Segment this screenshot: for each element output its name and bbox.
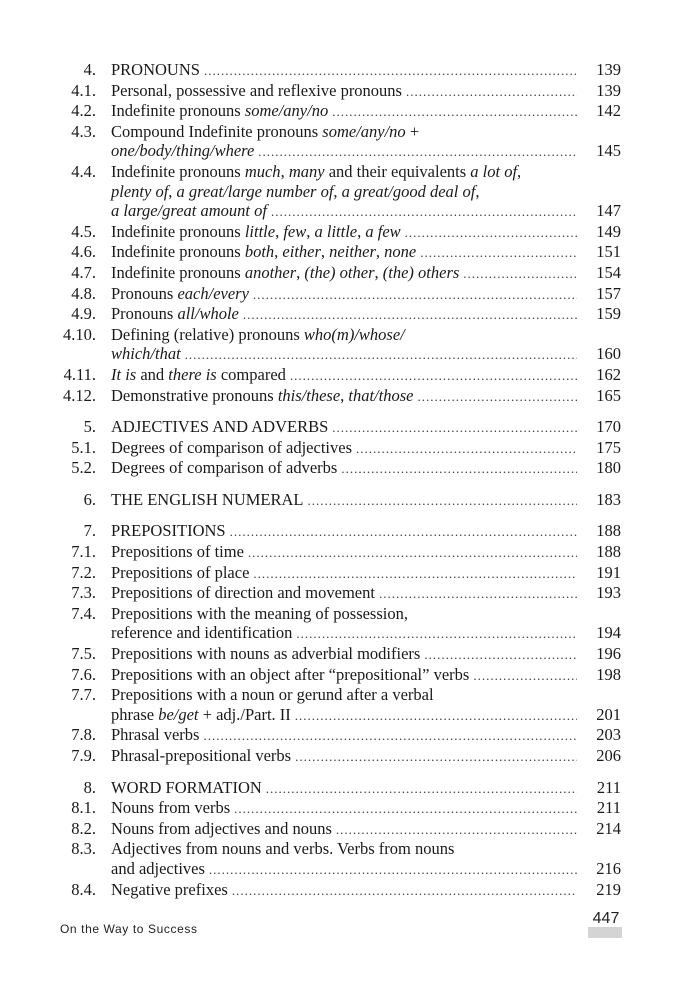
dot-leader (307, 491, 577, 511)
toc-title-italic-segment: few (283, 221, 307, 241)
toc-entry (0, 490, 700, 511)
toc-title-italic-segment: little (244, 221, 276, 241)
toc-page-number: 142 (596, 101, 621, 121)
toc-title-line (111, 644, 621, 665)
toc-section-number: 4.12. (63, 385, 96, 405)
toc-title-line (111, 101, 621, 122)
toc-title-line (111, 60, 621, 81)
toc-title-segment: Negative prefixes (111, 879, 228, 899)
dot-leader (379, 584, 577, 604)
toc-section-number: 4.2. (71, 101, 96, 121)
toc-title-italic-segment: both (244, 242, 275, 262)
toc-page-number: 151 (596, 242, 621, 262)
toc-title-segment: Degrees of comparison of adjectives (111, 437, 352, 457)
dot-leader (185, 345, 577, 365)
toc-title-line (111, 798, 621, 819)
toc-page-number: 191 (596, 562, 621, 582)
toc-entry (0, 122, 700, 162)
toc-title-line (111, 839, 621, 859)
toc-section-number: 7.3. (71, 583, 96, 603)
toc-title-line (111, 325, 621, 345)
toc-section-number: 7.9. (71, 746, 96, 765)
toc-title-segment: + (405, 121, 420, 141)
table-of-contents (0, 60, 700, 900)
toc-title-line (111, 122, 621, 142)
toc-section-number: 8.4. (71, 879, 96, 899)
toc-section-number: 4.1. (71, 80, 96, 100)
toc-page-number: 206 (596, 746, 621, 765)
toc-title-segment: Pronouns (111, 283, 178, 303)
toc-page-number: 188 (596, 521, 621, 541)
toc-title-segment: Prepositions with nouns as adverbial modifiers (111, 644, 421, 664)
toc-title-line (111, 623, 621, 644)
toc-title-line (111, 263, 621, 284)
toc-title-italic-segment: It is (111, 364, 137, 384)
toc-title-line (111, 386, 621, 407)
toc-page-number: 139 (596, 60, 621, 79)
toc-section-number: 4.9. (71, 304, 96, 324)
toc-title-line (111, 583, 621, 604)
toc-title-italic-segment: a few (365, 221, 401, 241)
toc-title-segment: , (320, 242, 330, 262)
toc-section-number: 7.1. (71, 542, 96, 562)
toc-page-number: 196 (596, 644, 621, 664)
toc-entry (0, 644, 700, 665)
toc-section-number: 4.8. (71, 283, 96, 303)
toc-title-line (111, 542, 621, 563)
toc-title-italic-segment: plenty of (111, 181, 169, 201)
toc-entry (0, 458, 700, 479)
toc-title-segment: Prepositions of place (111, 562, 250, 582)
toc-title-italic-segment: that/those (348, 385, 414, 405)
toc-title-italic-segment: this/these (277, 385, 341, 405)
toc-section-number: 7.4. (71, 603, 96, 623)
toc-title-segment: Pronouns (111, 304, 178, 324)
toc-title-line (111, 201, 621, 222)
toc-entry (0, 583, 700, 604)
toc-title-line (111, 182, 621, 202)
toc-page-number: 214 (596, 818, 621, 838)
toc-title-segment: , (357, 221, 366, 241)
dot-leader (209, 860, 577, 880)
toc-title-line (111, 778, 621, 799)
toc-entry (0, 798, 700, 819)
toc-title-line (111, 665, 621, 686)
toc-title-italic-segment: a great/large number of (176, 181, 334, 201)
toc-page-number: 154 (596, 262, 621, 282)
toc-page-number: 165 (596, 385, 621, 405)
toc-title-line (111, 705, 621, 726)
toc-page-number: 175 (596, 437, 621, 457)
toc-entry (0, 284, 700, 305)
toc-title-italic-segment: (the) other (304, 262, 375, 282)
toc-page-number: 201 (596, 704, 621, 724)
toc-title-italic-segment: none (384, 242, 417, 262)
toc-title-segment: , (274, 242, 283, 262)
dot-leader (248, 543, 577, 563)
toc-entry (0, 81, 700, 102)
toc-entry (0, 839, 700, 879)
dot-leader (295, 747, 577, 767)
toc-page-number: 159 (596, 304, 621, 324)
dot-leader (463, 264, 577, 284)
toc-page-number: 194 (596, 623, 621, 643)
dot-leader (424, 645, 577, 665)
toc-title-segment: , (340, 385, 349, 405)
toc-title-italic-segment: all/whole (177, 304, 239, 324)
toc-title-italic-segment: a little (314, 221, 358, 241)
toc-entry (0, 101, 700, 122)
toc-title-segment: Phrasal-prepositional verbs (111, 746, 292, 765)
dot-leader (295, 706, 577, 726)
toc-section-number: 8.3. (71, 839, 96, 859)
dot-leader (203, 726, 577, 746)
toc-page-number: 145 (596, 141, 621, 161)
toc-title-segment: Adjectives from nouns and verbs. Verbs from nouns (111, 839, 455, 859)
page-number: 447 (592, 910, 620, 927)
toc-title-segment: and adjectives (111, 858, 205, 878)
toc-entry (0, 880, 700, 901)
toc-entry (0, 325, 700, 365)
toc-title-line (111, 162, 621, 182)
toc-section-number: 5.1. (71, 437, 96, 457)
toc-title-segment: Prepositions with the meaning of possession, (111, 603, 408, 623)
dot-leader (253, 285, 577, 305)
toc-title-italic-segment: either (282, 242, 321, 262)
toc-title-segment: Phrasal verbs (111, 725, 200, 745)
dot-leader (258, 142, 577, 162)
toc-page-number: 139 (596, 80, 621, 100)
toc-section-number: 4.11. (63, 364, 96, 384)
toc-section-number: 7.8. (71, 725, 96, 745)
toc-title-italic-segment: be/get (158, 704, 199, 724)
dot-leader (405, 223, 577, 243)
toc-entry (0, 222, 700, 243)
running-footer-title: On the Way to Success (60, 922, 198, 936)
toc-title-line (111, 81, 621, 102)
toc-title-segment: Demonstrative pronouns (111, 385, 278, 405)
toc-title-segment: , (275, 221, 284, 241)
toc-title-segment: , (296, 262, 305, 282)
toc-page-number: 193 (596, 583, 621, 603)
toc-title-segment: , (168, 181, 177, 201)
page-number-box (588, 927, 622, 938)
toc-section-number: 7.2. (71, 562, 96, 582)
toc-title-italic-segment: a large/great amount of (111, 201, 267, 221)
toc-section-number: 5. (83, 417, 96, 437)
toc-title-segment: , (280, 161, 289, 181)
toc-section-number: 5.2. (71, 458, 96, 478)
toc-page-number: 183 (596, 489, 621, 509)
toc-entry (0, 162, 700, 222)
toc-entry (0, 746, 700, 767)
toc-title-line (111, 521, 621, 542)
toc-title-segment: Compound Indefinite pronouns (111, 121, 323, 141)
toc-entry (0, 665, 700, 686)
toc-title-italic-segment: which/that (111, 344, 181, 364)
toc-page-number: 219 (596, 879, 621, 899)
toc-title-segment: Indefinite pronouns (111, 221, 245, 241)
toc-section-number: 4.7. (71, 262, 96, 282)
toc-section-number: 8.1. (71, 798, 96, 818)
toc-title-italic-segment: (the) others (382, 262, 460, 282)
toc-title-segment: Prepositions with an object after “prepositional” verbs (111, 664, 470, 684)
toc-section-number: 8. (83, 777, 96, 797)
toc-section-number: 4.3. (71, 121, 96, 141)
dot-leader (290, 366, 577, 386)
toc-title-line (111, 859, 621, 880)
dot-leader (243, 305, 577, 325)
toc-section-number: 7.7. (71, 685, 96, 705)
toc-entry (0, 242, 700, 263)
dot-leader (271, 202, 577, 222)
toc-entry (0, 365, 700, 386)
toc-page-number: 147 (596, 201, 621, 221)
toc-title-line (111, 880, 621, 901)
toc-page-number: 170 (596, 417, 621, 437)
dot-leader (234, 799, 577, 819)
toc-title-segment: Prepositions of direction and movement (111, 583, 375, 603)
toc-title-line (111, 304, 621, 325)
dot-leader (406, 82, 577, 102)
toc-title-italic-segment: neither (329, 242, 376, 262)
toc-section-number: 6. (83, 489, 96, 509)
toc-title-italic-segment: much (244, 161, 281, 181)
toc-section-number: 7. (83, 521, 96, 541)
toc-title-segment: ADJECTIVES AND ADVERBS (111, 417, 329, 437)
toc-title-segment: Degrees of comparison of adverbs (111, 458, 338, 478)
toc-title-italic-segment: each/every (177, 283, 249, 303)
toc-page-number: 211 (596, 798, 621, 818)
toc-page-number: 157 (596, 283, 621, 303)
toc-entry (0, 819, 700, 840)
dot-leader (230, 522, 577, 542)
toc-title-line (111, 417, 621, 438)
dot-leader (356, 439, 577, 459)
toc-title-segment: phrase (111, 704, 159, 724)
toc-entry (0, 304, 700, 325)
toc-page-number: 149 (596, 221, 621, 241)
toc-title-segment: Defining (relative) pronouns (111, 324, 304, 344)
toc-title-segment: Prepositions with a noun or gerund after a verbal (111, 685, 434, 705)
toc-section-number: 4.5. (71, 221, 96, 241)
dot-leader (332, 102, 577, 122)
toc-page-number: 162 (596, 364, 621, 384)
toc-title-segment: compared (216, 364, 286, 384)
toc-title-segment: THE ENGLISH NUMERAL (111, 489, 304, 509)
toc-title-segment: and (136, 364, 169, 384)
toc-title-segment: , (374, 262, 383, 282)
toc-title-italic-segment: some/any/no (322, 121, 406, 141)
toc-section-number: 4.10. (63, 324, 96, 344)
toc-title-line (111, 746, 621, 767)
dot-leader (253, 564, 577, 584)
toc-title-line (111, 458, 621, 479)
toc-title-line (111, 222, 621, 243)
toc-section-number: 8.2. (71, 818, 96, 838)
toc-title-italic-segment: another (244, 262, 297, 282)
toc-page-number: 188 (596, 542, 621, 562)
dot-leader (336, 820, 577, 840)
toc-entry (0, 563, 700, 584)
toc-title-segment: , (475, 181, 480, 201)
toc-entry (0, 417, 700, 438)
toc-entry (0, 263, 700, 284)
toc-page-number: 216 (596, 858, 621, 878)
toc-title-italic-segment: many (288, 161, 325, 181)
toc-title-line (111, 284, 621, 305)
toc-title-line (111, 725, 621, 746)
toc-title-segment: , (517, 161, 522, 181)
toc-title-line (111, 438, 621, 459)
toc-title-italic-segment: there is (168, 364, 217, 384)
toc-entry (0, 386, 700, 407)
toc-title-line (111, 141, 621, 162)
toc-page-number: 198 (596, 664, 621, 684)
toc-title-line (111, 604, 621, 624)
toc-title-italic-segment: one/body/thing/where (111, 141, 255, 161)
toc-title-segment: Prepositions of time (111, 542, 244, 562)
dot-leader (296, 624, 577, 644)
dot-leader (204, 61, 577, 81)
toc-section-number: 4. (83, 60, 96, 79)
toc-entry (0, 60, 700, 81)
toc-entry (0, 778, 700, 799)
toc-entry (0, 604, 700, 644)
toc-title-line (111, 563, 621, 584)
dot-leader (420, 243, 577, 263)
toc-section-number: 7.5. (71, 644, 96, 664)
toc-title-segment: and their equivalents (324, 161, 471, 181)
toc-page-number: 211 (596, 777, 621, 797)
toc-section-number: 4.6. (71, 242, 96, 262)
toc-title-italic-segment: some/any/no (244, 101, 329, 121)
toc-title-segment: PREPOSITIONS (111, 521, 226, 541)
toc-title-segment: Nouns from verbs (111, 798, 231, 818)
toc-entry (0, 542, 700, 563)
toc-section-number: 4.4. (71, 161, 96, 181)
toc-title-segment: WORD FORMATION (111, 777, 262, 797)
toc-title-italic-segment: a great/good deal of (341, 181, 476, 201)
toc-page-number: 180 (596, 458, 621, 478)
toc-title-line (111, 490, 621, 511)
toc-title-segment: PRONOUNS (111, 60, 200, 79)
toc-title-segment: , (306, 221, 315, 241)
toc-title-italic-segment: who(m)/whose/ (303, 324, 405, 344)
toc-title-segment: + adj./Part. II (198, 704, 291, 724)
toc-title-segment: Personal, possessive and reflexive pronouns (111, 80, 402, 100)
dot-leader (332, 418, 577, 438)
toc-title-segment: Indefinite pronouns (111, 242, 245, 262)
toc-entry (0, 725, 700, 746)
dot-leader (232, 881, 577, 901)
toc-title-line (111, 344, 621, 365)
toc-entry (0, 685, 700, 725)
toc-title-italic-segment: a lot of (470, 161, 518, 181)
toc-title-line (111, 819, 621, 840)
toc-title-segment: , (375, 242, 385, 262)
toc-title-segment: Indefinite pronouns (111, 161, 245, 181)
toc-title-segment: , (333, 181, 342, 201)
toc-section-number: 7.6. (71, 664, 96, 684)
dot-leader (473, 666, 577, 686)
toc-title-segment: Nouns from adjectives and nouns (111, 818, 332, 838)
toc-title-line (111, 242, 621, 263)
toc-title-line (111, 685, 621, 705)
toc-title-segment: reference and identification (111, 623, 293, 643)
toc-page-number: 160 (596, 344, 621, 364)
toc-entry (0, 521, 700, 542)
toc-title-line (111, 365, 621, 386)
dot-leader (341, 459, 577, 479)
toc-entry (0, 438, 700, 459)
toc-title-segment: Indefinite pronouns (111, 262, 245, 282)
toc-page-number: 203 (596, 725, 621, 745)
dot-leader (266, 779, 577, 799)
dot-leader (417, 387, 577, 407)
toc-title-segment: Indefinite pronouns (111, 101, 245, 121)
